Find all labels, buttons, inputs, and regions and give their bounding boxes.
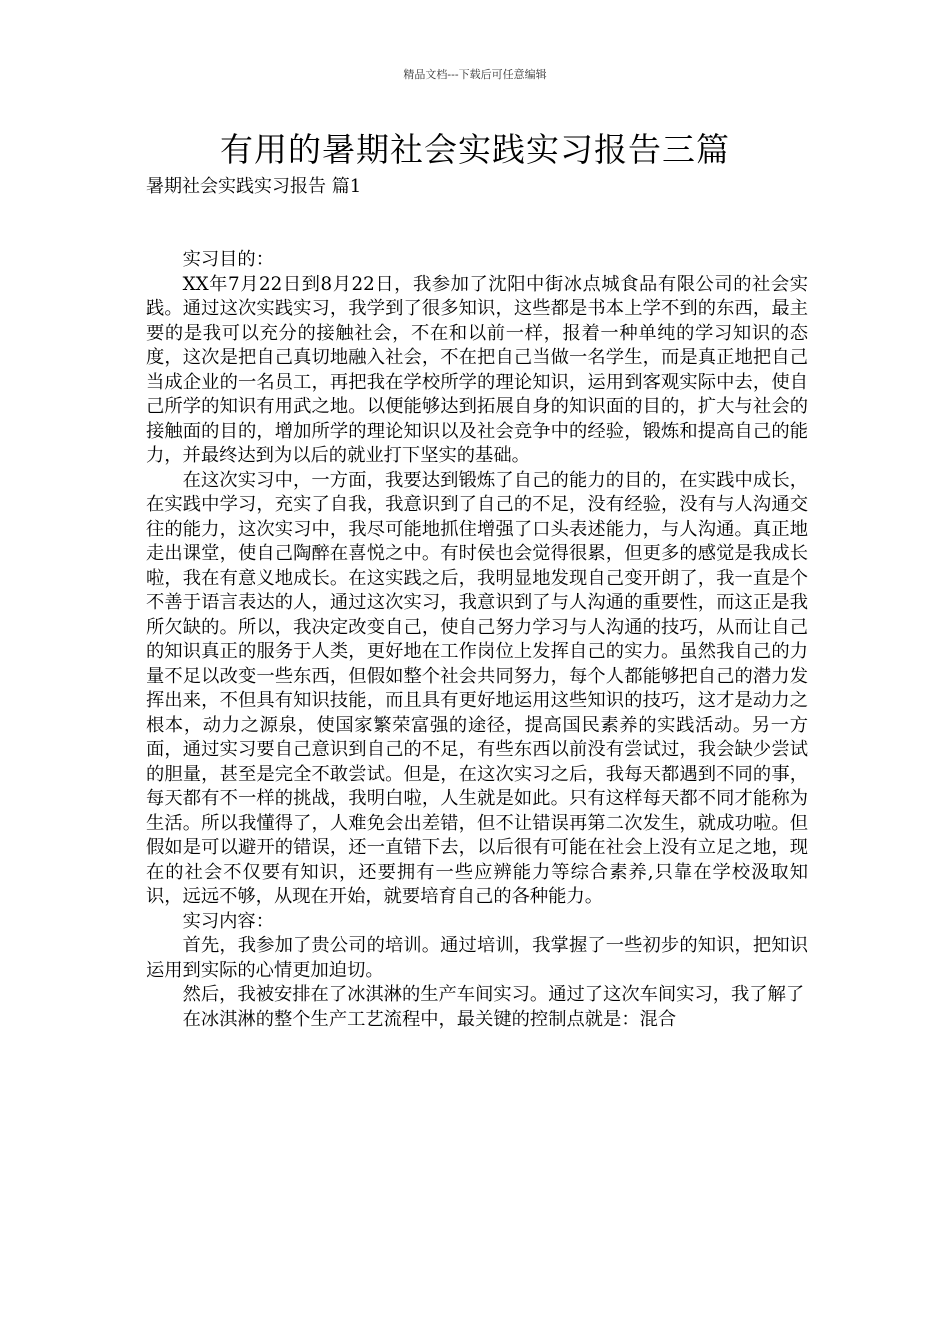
document-subtitle: 暑期社会实践实习报告 篇1	[146, 176, 362, 197]
header-note: 精品文档---下载后可任意编辑	[403, 68, 547, 81]
section-heading-purpose: 实习目的：	[182, 249, 274, 270]
section-heading-content: 实习内容：	[182, 910, 274, 932]
body-paragraph: 在冰淇淋的整个生产工艺流程中，最关键的控制点就是：混合	[182, 1008, 677, 1030]
body-paragraph: XX年7月22日到8月22日，我参加了沈阳中街冰点城食品有限公司的社会实践。通过这次实践实习，我学到了很多知识，这些都是书本上学不到的东西，最主要的是我可以充分的接触社会，不在和以前一样，报着一种单纯的学习知识的态度，这次是把自己真切地融入社会，不在把自己当做一名学生，而是真正地把自己当成企业的一名员工，再把我在学校所学的理论知识，运用到客观实际中去，使自己所学的知识有用武之地。以便能够达到拓展自身的知识面的目的，扩大与社会的接触面的目的，增加所学的理论知识以及社会竞争中的经验，锻炼和提高自己的能力，并最终达到为以后的就业打下坚实的基础。	[146, 273, 808, 466]
body-paragraph: 然后，我被安排在了冰淇淋的生产车间实习。通过了这次车间实习，我了解了	[182, 984, 805, 1005]
body-paragraph: 在这次实习中，一方面，我要达到锻炼了自己的能力的目的，在实践中成长，在实践中学习，充实了自我，我意识到了自己的不足，没有经验，没有与人沟通交往的能力，这次实习中，我尽可能地抓住增强了口头表述能力，与人沟通。真正地走出课堂，使自己陶醉在喜悦之中。有时侯也会觉得很累，但更多的感觉是我成长啦，我在有意义地成长。在这实践之后，我明显地发现自己变开朗了，我一直是个不善于语言表达的人，通过这次实习，我意识到了与人沟通的重要性，而这正是我所欠缺的。所以，我决定改变自己，使自己努力学习与人沟通的技巧，从而让自己的知识真正的服务于人类，更好地在工作岗位上发挥自己的实力。虽然我自己的力量不足以改变一些东西，但假如整个社会共同努力，每个人都能够把自己的潜力发挥出来，不但具有知识技能，而且具有更好地运用这些知识的技巧，这才是动力之根本，动力之源泉，使国家繁荣富强的途径，提高国民素养的实践活动。另一方面，通过实习要自己意识到自己的不足，有些东西以前没有尝试过，我会缺少尝试的胆量，甚至是完全不敢尝试。但是，在这次实习之后，我每天都遇到不同的事，每天都有不一样的挑战，我明白啦，人生就是如此。只有这样每天都不同才能称为生活。所以我懂得了，人难免会出差错，但不让错误再第二次发生，就成功啦。但假如是可以避开的错误，还一直错下去，以后很有可能在社会上没有立足之地，现在的社会不仅要有知识，还要拥有一些应辨能力等综合素养,只靠在学校汲取知识，远远不够，从现在开始，就要培育自己的各种能力。	[146, 469, 808, 907]
document-title: 有用的暑期社会实践实习报告三篇	[220, 130, 730, 169]
document-body	[146, 248, 808, 1032]
body-paragraph: 首先，我参加了贵公司的培训。通过培训，我掌握了一些初步的知识，把知识运用到实际的心情更加迫切。	[146, 935, 808, 981]
